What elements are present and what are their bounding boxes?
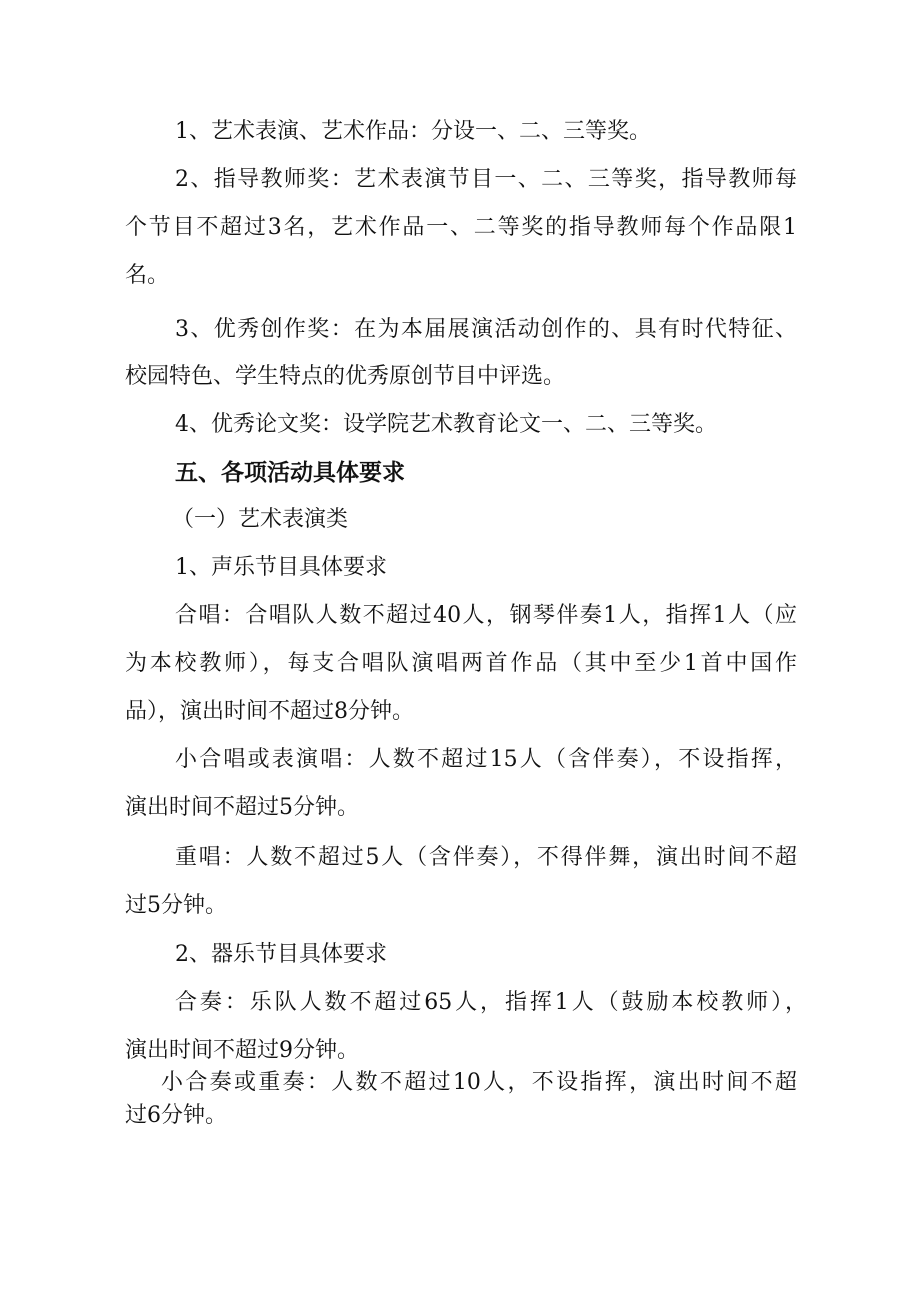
award-item-2-line-3: 名。 [125,263,170,288]
small-chorus-line-2: 演出时间不超过5分钟。 [125,795,359,820]
small-chorus-line-1: 小合唱或表演唱：人数不超过15人（含伴奏），不设指挥， [175,747,797,772]
award-item-2-line-2: 个节目不超过3名，艺术作品一、二等奖的指导教师每个作品限1 [125,215,797,240]
award-item-1: 1、艺术表演、艺术作品：分设一、二、三等奖。 [175,119,651,144]
orchestra-line-2: 演出时间不超过9分钟。 [125,1038,359,1063]
subsection-heading: （一）艺术表演类 [172,507,349,532]
chorus-line-3: 品），演出时间不超过8分钟。 [125,699,414,724]
award-item-3-line-1: 3、优秀创作奖：在为本届展演活动创作的、具有时代特征、 [175,317,797,342]
vocal-requirements-heading: 1、声乐节目具体要求 [175,555,387,580]
orchestra-line-1: 合奏：乐队人数不超过65人，指挥1人（鼓励本校教师）， [175,990,807,1015]
chorus-line-2: 为本校教师），每支合唱队演唱两首作品（其中至少1首中国作 [125,651,797,676]
award-item-2-line-1: 2、指导教师奖：艺术表演节目一、二、三等奖，指导教师每 [175,167,797,192]
small-ensemble-line-1: 小合奏或重奏：人数不超过10人，不设指挥，演出时间不超 [161,1070,797,1095]
section-heading: 五、各项活动具体要求 [175,460,405,486]
small-ensemble-line-2: 过6分钟。 [125,1103,227,1128]
chorus-line-1: 合唱：合唱队人数不超过40人，钢琴伴奏1人，指挥1人（应 [175,603,797,628]
ensemble-singing-line-1: 重唱：人数不超过5人（含伴奏），不得伴舞，演出时间不超 [175,845,797,870]
instrumental-requirements-heading: 2、器乐节目具体要求 [175,942,387,967]
award-item-3-line-2: 校园特色、学生特点的优秀原创节目中评选。 [125,364,566,389]
ensemble-singing-line-2: 过5分钟。 [125,893,227,918]
award-item-4: 4、优秀论文奖：设学院艺术教育论文一、二、三等奖。 [175,412,717,437]
